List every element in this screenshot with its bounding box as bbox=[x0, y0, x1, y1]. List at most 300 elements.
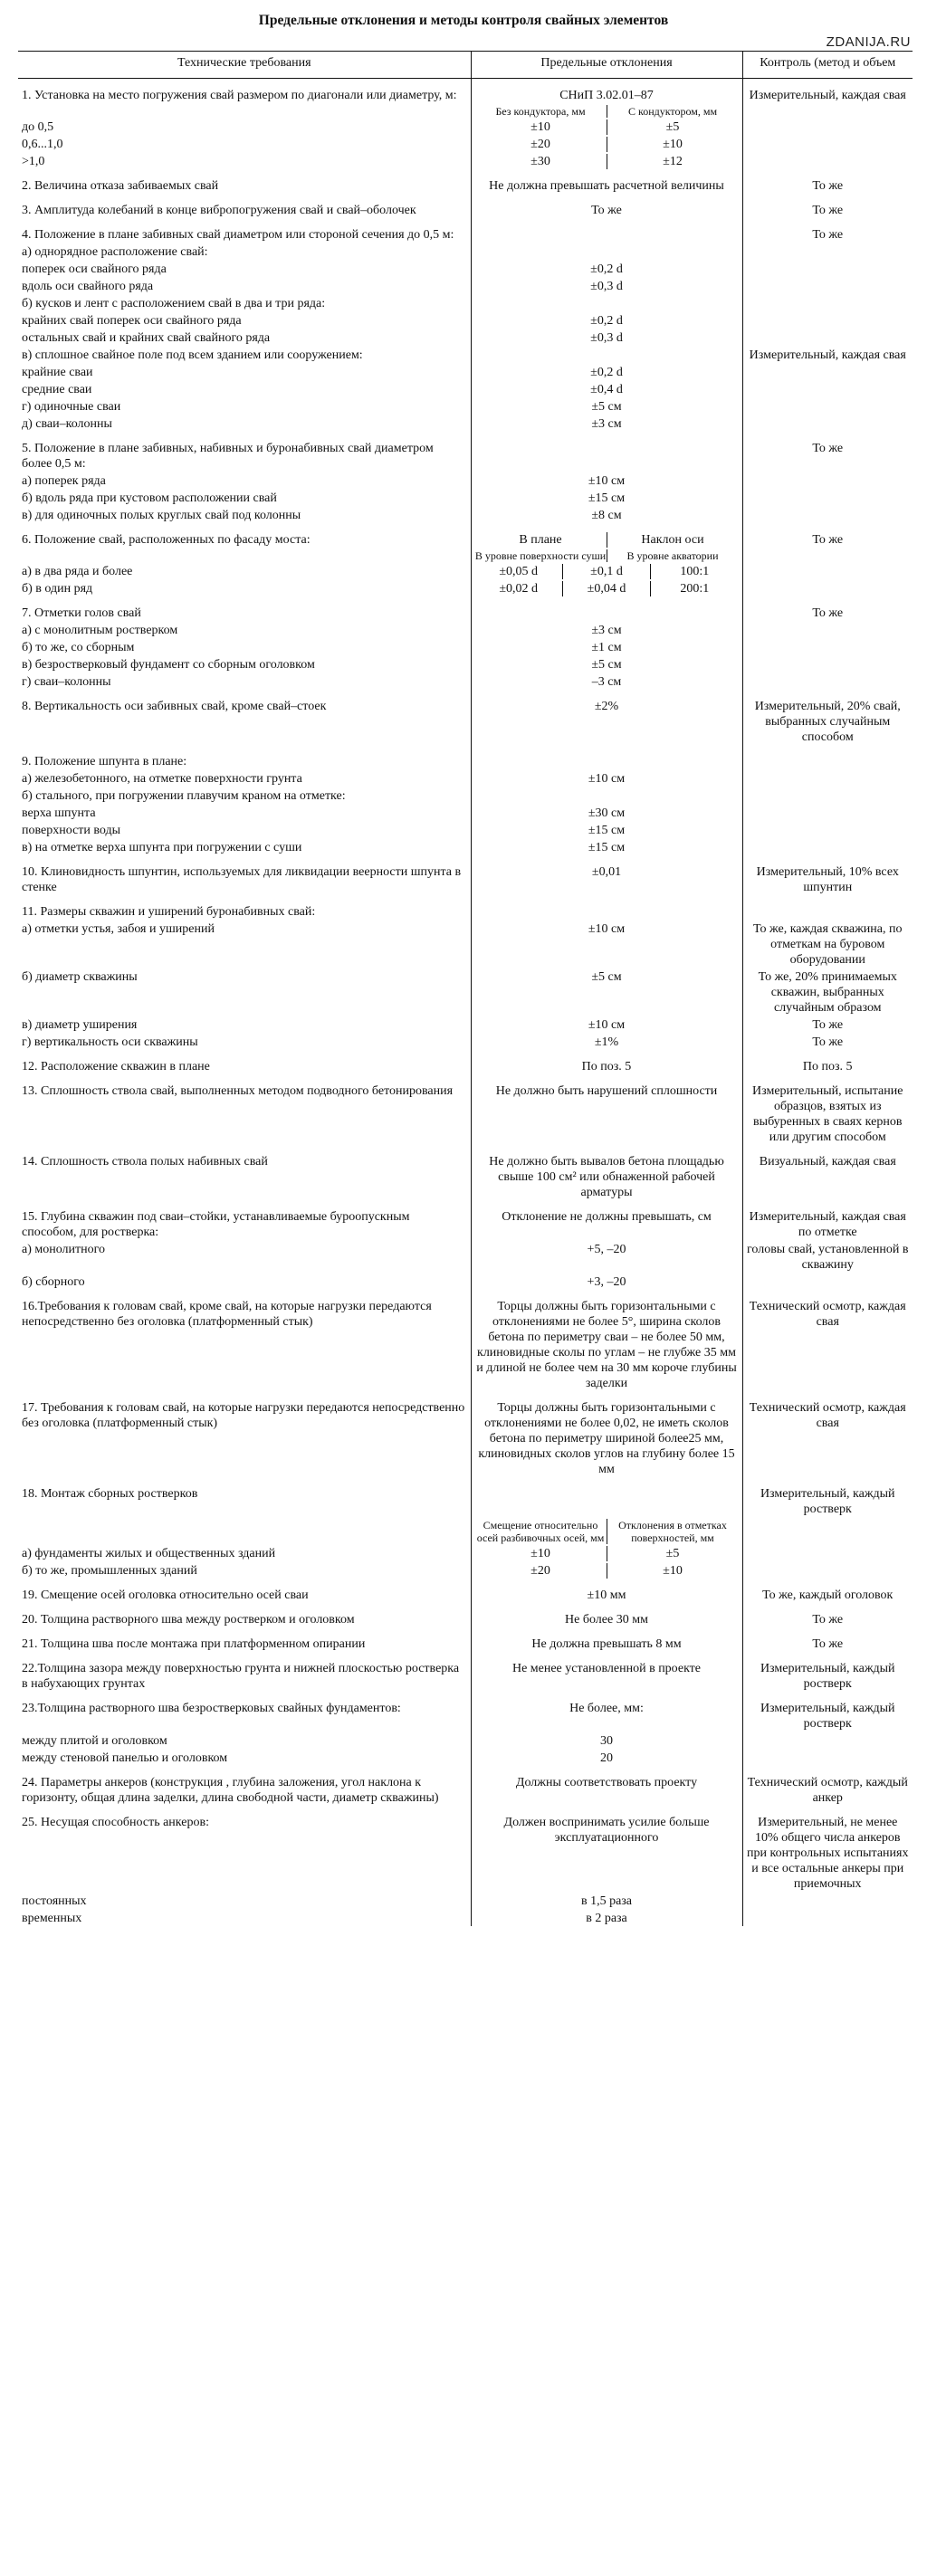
table-row bbox=[18, 1391, 913, 1477]
control-cell bbox=[742, 103, 913, 118]
control-cell bbox=[742, 769, 913, 787]
deviation-subvalue: Смещение относительно осей разбивочных осей, мм bbox=[476, 1519, 605, 1544]
watermark: ZDANIJA.RU bbox=[826, 34, 911, 50]
deviation-cell: +5, –20 bbox=[471, 1240, 742, 1273]
deviation-cell: ±0,4 d bbox=[471, 380, 742, 397]
control-cell: Технический осмотр, каждая свая bbox=[749, 1300, 906, 1329]
control-cell bbox=[742, 655, 913, 673]
table-row bbox=[18, 1200, 913, 1240]
table-row bbox=[18, 1749, 913, 1766]
control-cell bbox=[742, 895, 913, 920]
table-row bbox=[18, 804, 913, 821]
deviation-cell: Не должно быть вывалов бетона площадью свыше 100 см² или обнаженной рабочей арматуры bbox=[471, 1145, 742, 1200]
requirement-cell: 13. Сплошность ствола свай, выполненных методом подводного бетонирования bbox=[22, 1084, 454, 1098]
table-row bbox=[18, 311, 913, 329]
deviation-subvalue: 100:1 bbox=[650, 564, 738, 579]
requirement-cell: б) то же, промышленных зданий bbox=[22, 1564, 197, 1578]
deviation-subvalue: ±20 bbox=[530, 1564, 550, 1578]
deviation-subvalue: Отклонения в отметках поверхностей, мм bbox=[607, 1519, 739, 1544]
deviation-cell: ±5 см bbox=[471, 655, 742, 673]
control-cell: Измерительный, каждый ростверк bbox=[760, 1662, 895, 1691]
deviation-subvalue: ±10 bbox=[607, 1563, 739, 1579]
requirement-cell: 17. Требования к головам свай, на которые нагрузки передаются непосредственно без оголовка (платформенный стык) bbox=[22, 1401, 465, 1430]
table-row bbox=[18, 562, 913, 579]
deviation-subvalue: ±0,05 d bbox=[499, 565, 538, 578]
deviation-cell bbox=[471, 787, 742, 804]
control-cell bbox=[742, 621, 913, 638]
table-row bbox=[18, 103, 913, 118]
requirement-cell: вдоль оси свайного ряда bbox=[22, 280, 154, 293]
control-cell: То же bbox=[812, 442, 844, 455]
deviation-subvalue: ±5 bbox=[607, 119, 739, 135]
control-cell bbox=[742, 638, 913, 655]
control-cell bbox=[742, 277, 913, 294]
deviation-cell bbox=[471, 562, 742, 579]
requirement-cell: 25. Несущая способность анкеров: bbox=[22, 1816, 209, 1829]
deviation-cell: ±5 см bbox=[471, 968, 742, 1016]
requirement-cell bbox=[18, 103, 471, 118]
table-row bbox=[18, 1732, 913, 1749]
control-cell: То же bbox=[812, 179, 844, 193]
control-cell bbox=[742, 152, 913, 169]
table-body bbox=[18, 79, 913, 1927]
deviation-cell: ±1% bbox=[471, 1033, 742, 1050]
deviation-cell: ±8 см bbox=[471, 506, 742, 523]
deviation-cell: в 1,5 раза bbox=[471, 1892, 742, 1909]
requirement-cell: б) диаметр скважины bbox=[22, 970, 138, 984]
control-cell bbox=[742, 1273, 913, 1290]
requirement-cell: б) в один ряд bbox=[22, 582, 93, 596]
control-cell: То же, каждый оголовок bbox=[762, 1589, 894, 1602]
control-cell: Измерительный, каждый ростверк bbox=[760, 1487, 895, 1516]
deviation-cell bbox=[471, 135, 742, 152]
deviation-split bbox=[475, 1546, 739, 1561]
deviation-cell bbox=[471, 1517, 742, 1544]
deviation-subvalue: ±30 bbox=[530, 155, 550, 168]
table-row bbox=[18, 1603, 913, 1627]
control-cell bbox=[742, 562, 913, 579]
deviation-subvalue: ±20 bbox=[530, 138, 550, 151]
header-control: Контроль (метод и объем bbox=[742, 52, 913, 79]
deviation-subvalue: ±5 bbox=[607, 1546, 739, 1561]
table-row bbox=[18, 1074, 913, 1145]
control-cell bbox=[742, 311, 913, 329]
deviation-cell bbox=[471, 118, 742, 135]
table-row bbox=[18, 838, 913, 855]
table-row bbox=[18, 1290, 913, 1391]
control-cell: Визуальный, каждая свая bbox=[759, 1155, 896, 1169]
table-row bbox=[18, 1909, 913, 1926]
deviation-cell: ±10 см bbox=[471, 1016, 742, 1033]
deviation-cell bbox=[471, 152, 742, 169]
requirement-cell: 0,6...1,0 bbox=[22, 138, 63, 151]
deviation-cell: ±15 см bbox=[471, 489, 742, 506]
requirement-cell bbox=[18, 548, 471, 562]
control-cell bbox=[742, 380, 913, 397]
control-cell bbox=[742, 397, 913, 415]
deviation-split bbox=[475, 119, 739, 135]
deviation-split bbox=[475, 564, 739, 579]
control-cell bbox=[742, 787, 913, 804]
requirement-cell: б) то же, со сборным bbox=[22, 641, 135, 654]
deviation-cell bbox=[471, 103, 742, 118]
deviation-cell: 30 bbox=[471, 1732, 742, 1749]
header-deviations: Предельные отклонения bbox=[471, 52, 742, 79]
deviation-cell: ±2% bbox=[471, 690, 742, 745]
deviation-split bbox=[475, 532, 739, 548]
control-cell bbox=[742, 673, 913, 690]
control-cell bbox=[742, 118, 913, 135]
table-row bbox=[18, 638, 913, 655]
requirement-cell: б) стального, при погружении плавучим краном на отметке: bbox=[22, 789, 346, 803]
table-row bbox=[18, 294, 913, 311]
table-row bbox=[18, 472, 913, 489]
control-cell: То же bbox=[812, 1637, 844, 1651]
table-row bbox=[18, 1766, 913, 1806]
table-row bbox=[18, 855, 913, 895]
table-row bbox=[18, 769, 913, 787]
table-row bbox=[18, 745, 913, 769]
control-cell: То же bbox=[812, 204, 844, 217]
deviation-cell bbox=[471, 1544, 742, 1561]
requirement-cell: 4. Положение в плане забивных свай диаметром или стороной сечения до 0,5 м: bbox=[22, 228, 454, 242]
requirement-cell: 14. Сплошность ствола полых набивных свай bbox=[22, 1155, 268, 1169]
table-row bbox=[18, 194, 913, 218]
deviation-cell: Торцы должны быть горизонтальными с отклонениями не более 0,02, не иметь сколов бетона по периметру шириной более25 мм, клиновидных сколов углов на глубину более 15 мм bbox=[471, 1391, 742, 1477]
requirement-cell: 2. Величина отказа забиваемых свай bbox=[22, 179, 219, 193]
table-row bbox=[18, 1240, 913, 1273]
table-row bbox=[18, 1892, 913, 1909]
requirement-cell: б) вдоль ряда при кустовом расположении свай bbox=[22, 491, 277, 505]
control-cell bbox=[742, 363, 913, 380]
control-cell: головы свай, установленной в скважину bbox=[747, 1243, 909, 1272]
deviation-cell bbox=[471, 1561, 742, 1579]
deviation-subvalue: ±0,02 d bbox=[499, 582, 538, 596]
control-cell: То же bbox=[812, 606, 844, 620]
table-row bbox=[18, 621, 913, 638]
control-cell: Измерительный, испытание образцов, взятых из выбуренных в сваях кернов или другим способом bbox=[752, 1084, 903, 1144]
table-row bbox=[18, 1517, 913, 1544]
control-cell bbox=[742, 1749, 913, 1766]
table-row bbox=[18, 548, 913, 562]
deviation-split bbox=[475, 581, 739, 596]
deviation-cell: +3, –20 bbox=[471, 1273, 742, 1290]
control-cell bbox=[742, 579, 913, 596]
deviation-split bbox=[475, 1563, 739, 1579]
table-row bbox=[18, 363, 913, 380]
table-row bbox=[18, 579, 913, 596]
deviation-subvalue: С кондуктором, мм bbox=[607, 105, 739, 118]
deviation-cell: ±3 см bbox=[471, 621, 742, 638]
requirement-cell: крайние сваи bbox=[22, 366, 93, 379]
table-row bbox=[18, 1579, 913, 1603]
requirement-cell: в) на отметке верха шпунта при погружении с суши bbox=[22, 841, 302, 854]
deviation-cell: ±0,2 d bbox=[471, 363, 742, 380]
requirement-cell: средние сваи bbox=[22, 383, 92, 396]
requirement-cell: крайних свай поперек оси свайного ряда bbox=[22, 314, 242, 328]
table-row bbox=[18, 260, 913, 277]
requirement-cell: а) монолитного bbox=[22, 1243, 106, 1256]
control-cell: То же bbox=[812, 228, 844, 242]
deviation-subvalue: ±10 bbox=[530, 1547, 550, 1560]
requirement-cell: б) кусков и лент с расположением свай в два и три ряда: bbox=[22, 297, 326, 310]
control-cell: Технический осмотр, каждый анкер bbox=[747, 1776, 908, 1805]
deviation-split bbox=[475, 154, 739, 169]
deviation-subvalue: В уровне поверхности суши bbox=[474, 549, 607, 562]
requirement-cell: 7. Отметки голов свай bbox=[22, 606, 141, 620]
table-row bbox=[18, 1561, 913, 1579]
table-header-row bbox=[18, 52, 913, 79]
deviation-subvalue: ±10 bbox=[530, 120, 550, 134]
control-cell bbox=[742, 415, 913, 432]
control-cell bbox=[742, 489, 913, 506]
requirement-cell: между стеновой панелью и оголовком bbox=[22, 1751, 228, 1765]
requirement-cell: 1. Установка на место погружения свай размером по диагонали или диаметру, м: bbox=[22, 89, 457, 102]
requirement-cell: в) сплошное свайное поле под всем зданием или сооружением: bbox=[22, 348, 363, 362]
table-row bbox=[18, 169, 913, 194]
deviation-split bbox=[475, 549, 739, 562]
requirement-cell: остальных свай и крайних свай свайного ряда bbox=[22, 331, 271, 345]
table-row bbox=[18, 432, 913, 472]
deviation-split bbox=[475, 1519, 739, 1544]
deviation-cell: ±3 см bbox=[471, 415, 742, 432]
deviation-subvalue: 200:1 bbox=[650, 581, 738, 596]
deviation-cell bbox=[471, 579, 742, 596]
control-cell: То же bbox=[812, 1035, 844, 1049]
table-row bbox=[18, 415, 913, 432]
requirement-cell: а) фундаменты жилых и общественных зданий bbox=[22, 1547, 276, 1560]
control-cell bbox=[742, 548, 913, 562]
table-row bbox=[18, 118, 913, 135]
deviation-cell: Отклонение не должны превышать, см bbox=[471, 1200, 742, 1240]
control-cell bbox=[742, 838, 913, 855]
deviation-cell: Не должна превышать расчетной величины bbox=[471, 169, 742, 194]
requirement-cell: а) железобетонного, на отметке поверхности грунта bbox=[22, 772, 302, 786]
requirement-cell: а) в два ряда и более bbox=[22, 565, 133, 578]
deviation-cell: ±5 см bbox=[471, 397, 742, 415]
deviation-cell bbox=[471, 294, 742, 311]
table-row bbox=[18, 243, 913, 260]
table-row bbox=[18, 329, 913, 346]
deviation-subvalue: ±10 bbox=[607, 137, 739, 152]
deviation-cell bbox=[471, 523, 742, 548]
requirement-cell: между плитой и оголовком bbox=[22, 1734, 167, 1748]
table-row bbox=[18, 1477, 913, 1517]
table-row bbox=[18, 1544, 913, 1561]
deviation-cell: Не должно быть нарушений сплошности bbox=[471, 1074, 742, 1145]
requirement-cell: в) диаметр уширения bbox=[22, 1018, 138, 1032]
deviation-cell bbox=[471, 346, 742, 363]
requirement-cell: б) сборного bbox=[22, 1275, 85, 1289]
spec-table bbox=[18, 51, 913, 1926]
control-cell bbox=[742, 329, 913, 346]
requirement-cell: 8. Вертикальность оси забивных свай, кроме свай–стоек bbox=[22, 700, 327, 713]
control-cell: Технический осмотр, каждая свая bbox=[749, 1401, 906, 1430]
deviation-cell bbox=[471, 596, 742, 621]
table-row bbox=[18, 523, 913, 548]
table-row bbox=[18, 380, 913, 397]
table-row bbox=[18, 1016, 913, 1033]
control-cell bbox=[742, 1732, 913, 1749]
requirement-cell: г) одиночные сваи bbox=[22, 400, 121, 414]
table-row bbox=[18, 489, 913, 506]
requirement-cell: 19. Смещение осей оголовка относительно осей сваи bbox=[22, 1589, 309, 1602]
deviation-subvalue: Наклон оси bbox=[607, 532, 739, 548]
requirement-cell: 16.Требования к головам свай, кроме свай, на которые нагрузки передаются непосредственно без оголовка (платформенный стык) bbox=[22, 1300, 432, 1329]
requirement-cell: 18. Монтаж сборных ростверков bbox=[22, 1487, 198, 1501]
table-row bbox=[18, 397, 913, 415]
deviation-cell: ±10 мм bbox=[471, 1579, 742, 1603]
table-row bbox=[18, 346, 913, 363]
control-cell: Измерительный, 10% всех шпунтин bbox=[756, 865, 899, 894]
control-cell: То же, каждая скважина, по отметкам на буровом оборудовании bbox=[753, 922, 903, 967]
requirement-cell: г) вертикальность оси скважины bbox=[22, 1035, 198, 1049]
deviation-cell bbox=[471, 745, 742, 769]
table-row bbox=[18, 135, 913, 152]
deviation-cell bbox=[471, 432, 742, 472]
table-row bbox=[18, 895, 913, 920]
requirement-cell: 3. Амплитуда колебаний в конце вибропогружения свай и свай–оболочек bbox=[22, 204, 416, 217]
control-cell: Измерительный, каждая свая bbox=[749, 89, 906, 102]
table-row bbox=[18, 787, 913, 804]
deviation-cell: Торцы должны быть горизонтальными с отклонениями не более 5°, ширина сколов бетона по периметру сваи – не более 50 мм, клиновидные сколы по углам – не глубже 35 мм и длиной не более чем на 30 мм короче глубины заделки bbox=[471, 1290, 742, 1391]
deviation-subvalue: ±12 bbox=[607, 154, 739, 169]
table-row bbox=[18, 1627, 913, 1652]
table-row bbox=[18, 152, 913, 169]
deviation-cell: ±30 см bbox=[471, 804, 742, 821]
control-cell bbox=[742, 1892, 913, 1909]
control-cell: По поз. 5 bbox=[802, 1060, 853, 1073]
table-row bbox=[18, 1652, 913, 1692]
deviation-cell: Должен воспринимать усилие больше эксплуатационного bbox=[471, 1806, 742, 1892]
deviation-cell: ±10 см bbox=[471, 472, 742, 489]
requirement-cell: временных bbox=[22, 1912, 82, 1925]
requirement-cell: 24. Параметры анкеров (конструкция , глубина заложения, угол наклона к горизонту, общая длина заделки, длина свободной части, диаметр скважины) bbox=[22, 1776, 439, 1805]
table-row bbox=[18, 1145, 913, 1200]
control-cell bbox=[742, 804, 913, 821]
requirement-cell: верха шпунта bbox=[22, 806, 96, 820]
deviation-cell: 20 bbox=[471, 1749, 742, 1766]
table-row bbox=[18, 1273, 913, 1290]
requirement-cell: 10. Клиновидность шпунтин, используемых для ликвидации веерности шпунта в стенке bbox=[22, 865, 462, 894]
table-row bbox=[18, 506, 913, 523]
control-cell bbox=[742, 1909, 913, 1926]
deviation-cell: Должны соответствовать проекту bbox=[471, 1766, 742, 1806]
requirement-cell: 21. Толщина шва после монтажа при платформенном опирании bbox=[22, 1637, 366, 1651]
table-row bbox=[18, 79, 913, 104]
deviation-cell: ±10 см bbox=[471, 920, 742, 968]
requirement-cell: поверхности воды bbox=[22, 824, 121, 837]
deviation-subvalue: ±0,04 d bbox=[562, 581, 650, 596]
control-cell: Измерительный, каждая свая по отметке bbox=[749, 1210, 906, 1239]
deviation-cell: ±0,01 bbox=[471, 855, 742, 895]
control-cell bbox=[742, 472, 913, 489]
requirement-cell: 12. Расположение скважин в плане bbox=[22, 1060, 210, 1073]
requirement-cell: поперек оси свайного ряда bbox=[22, 262, 167, 276]
control-cell bbox=[742, 1561, 913, 1579]
control-cell: То же bbox=[812, 533, 844, 547]
control-cell bbox=[742, 243, 913, 260]
requirement-cell: а) однорядное расположение свай: bbox=[22, 245, 208, 259]
control-cell bbox=[742, 1517, 913, 1544]
control-cell: То же bbox=[812, 1018, 844, 1032]
deviation-cell: Не более 30 мм bbox=[471, 1603, 742, 1627]
requirement-cell: в) безростверковый фундамент со сборным оголовком bbox=[22, 658, 315, 672]
requirement-cell: 11. Размеры скважин и уширений буронабивных свай: bbox=[22, 905, 316, 919]
deviation-cell: ±10 см bbox=[471, 769, 742, 787]
control-cell bbox=[742, 135, 913, 152]
deviation-subvalue: В уровне акватории bbox=[607, 549, 739, 562]
control-cell: Измерительный, не менее 10% общего числа анкеров при контрольных испытаниях и все остальные анкеры при приемочных bbox=[747, 1816, 909, 1891]
table-row bbox=[18, 596, 913, 621]
control-cell: То же, 20% принимаемых скважин, выбранных случайным образом bbox=[758, 970, 897, 1015]
deviation-cell bbox=[471, 218, 742, 243]
control-cell bbox=[742, 294, 913, 311]
requirement-cell: 6. Положение свай, расположенных по фасаду моста: bbox=[22, 533, 311, 547]
deviation-cell: ±15 см bbox=[471, 838, 742, 855]
deviation-subvalue: Без кондуктора, мм bbox=[495, 105, 586, 118]
table-row bbox=[18, 968, 913, 1016]
table-row bbox=[18, 1806, 913, 1892]
requirement-cell: 9. Положение шпунта в плане: bbox=[22, 755, 187, 768]
deviation-cell bbox=[471, 548, 742, 562]
deviation-subvalue: ±0,1 d bbox=[562, 564, 650, 579]
control-cell bbox=[742, 745, 913, 769]
requirement-cell: 5. Положение в плане забивных, набивных и буронабивных свай диаметром более 0,5 м: bbox=[22, 442, 434, 471]
deviation-cell: –3 см bbox=[471, 673, 742, 690]
requirement-cell: до 0,5 bbox=[22, 120, 54, 134]
deviation-subvalue: В плане bbox=[519, 533, 562, 547]
document-title: Предельные отклонения и методы контроля свайных элементов bbox=[258, 13, 669, 28]
control-cell: То же bbox=[812, 1613, 844, 1627]
requirement-cell: 22.Толщина зазора между поверхностью грунта и нижней плоскостью ростверка в набухающих грунтах bbox=[22, 1662, 460, 1691]
requirement-cell: в) для одиночных полых круглых свай под колонны bbox=[22, 509, 301, 522]
requirement-cell: >1,0 bbox=[22, 155, 45, 168]
deviation-cell: ±0,3 d bbox=[471, 277, 742, 294]
table-row bbox=[18, 821, 913, 838]
requirement-cell: 20. Толщина растворного шва между ростверком и оголовком bbox=[22, 1613, 355, 1627]
deviation-cell: То же bbox=[471, 194, 742, 218]
requirement-cell: а) поперек ряда bbox=[22, 474, 106, 488]
deviation-cell bbox=[471, 895, 742, 920]
table-row bbox=[18, 1050, 913, 1074]
header-requirements: Технические требования bbox=[18, 52, 471, 79]
table-row bbox=[18, 920, 913, 968]
control-cell: Измерительный, каждая свая bbox=[749, 348, 906, 362]
deviation-cell bbox=[471, 243, 742, 260]
control-cell: Измерительный, 20% свай, выбранных случайным способом bbox=[754, 700, 901, 744]
deviation-cell: ±15 см bbox=[471, 821, 742, 838]
deviation-cell: ±0,2 d bbox=[471, 260, 742, 277]
requirement-cell: 15. Глубина скважин под сваи–стойки, устанавливаемые буроопускным способом, для ростверка: bbox=[22, 1210, 410, 1239]
deviation-cell: ±1 см bbox=[471, 638, 742, 655]
deviation-cell: Не более, мм: bbox=[471, 1692, 742, 1732]
table-row bbox=[18, 1033, 913, 1050]
deviation-cell: в 2 раза bbox=[471, 1909, 742, 1926]
requirement-cell: д) сваи–колонны bbox=[22, 417, 112, 431]
table-row bbox=[18, 673, 913, 690]
requirement-cell bbox=[18, 1517, 471, 1544]
deviation-cell bbox=[471, 1477, 742, 1517]
control-cell bbox=[742, 821, 913, 838]
requirement-cell: а) с монолитным ростверком bbox=[22, 624, 178, 637]
table-row bbox=[18, 655, 913, 673]
deviation-split bbox=[475, 105, 739, 118]
deviation-cell: Не менее установленной в проекте bbox=[471, 1652, 742, 1692]
deviation-cell: Не должна превышать 8 мм bbox=[471, 1627, 742, 1652]
requirement-cell: г) сваи–колонны bbox=[22, 675, 111, 689]
control-cell bbox=[742, 1544, 913, 1561]
